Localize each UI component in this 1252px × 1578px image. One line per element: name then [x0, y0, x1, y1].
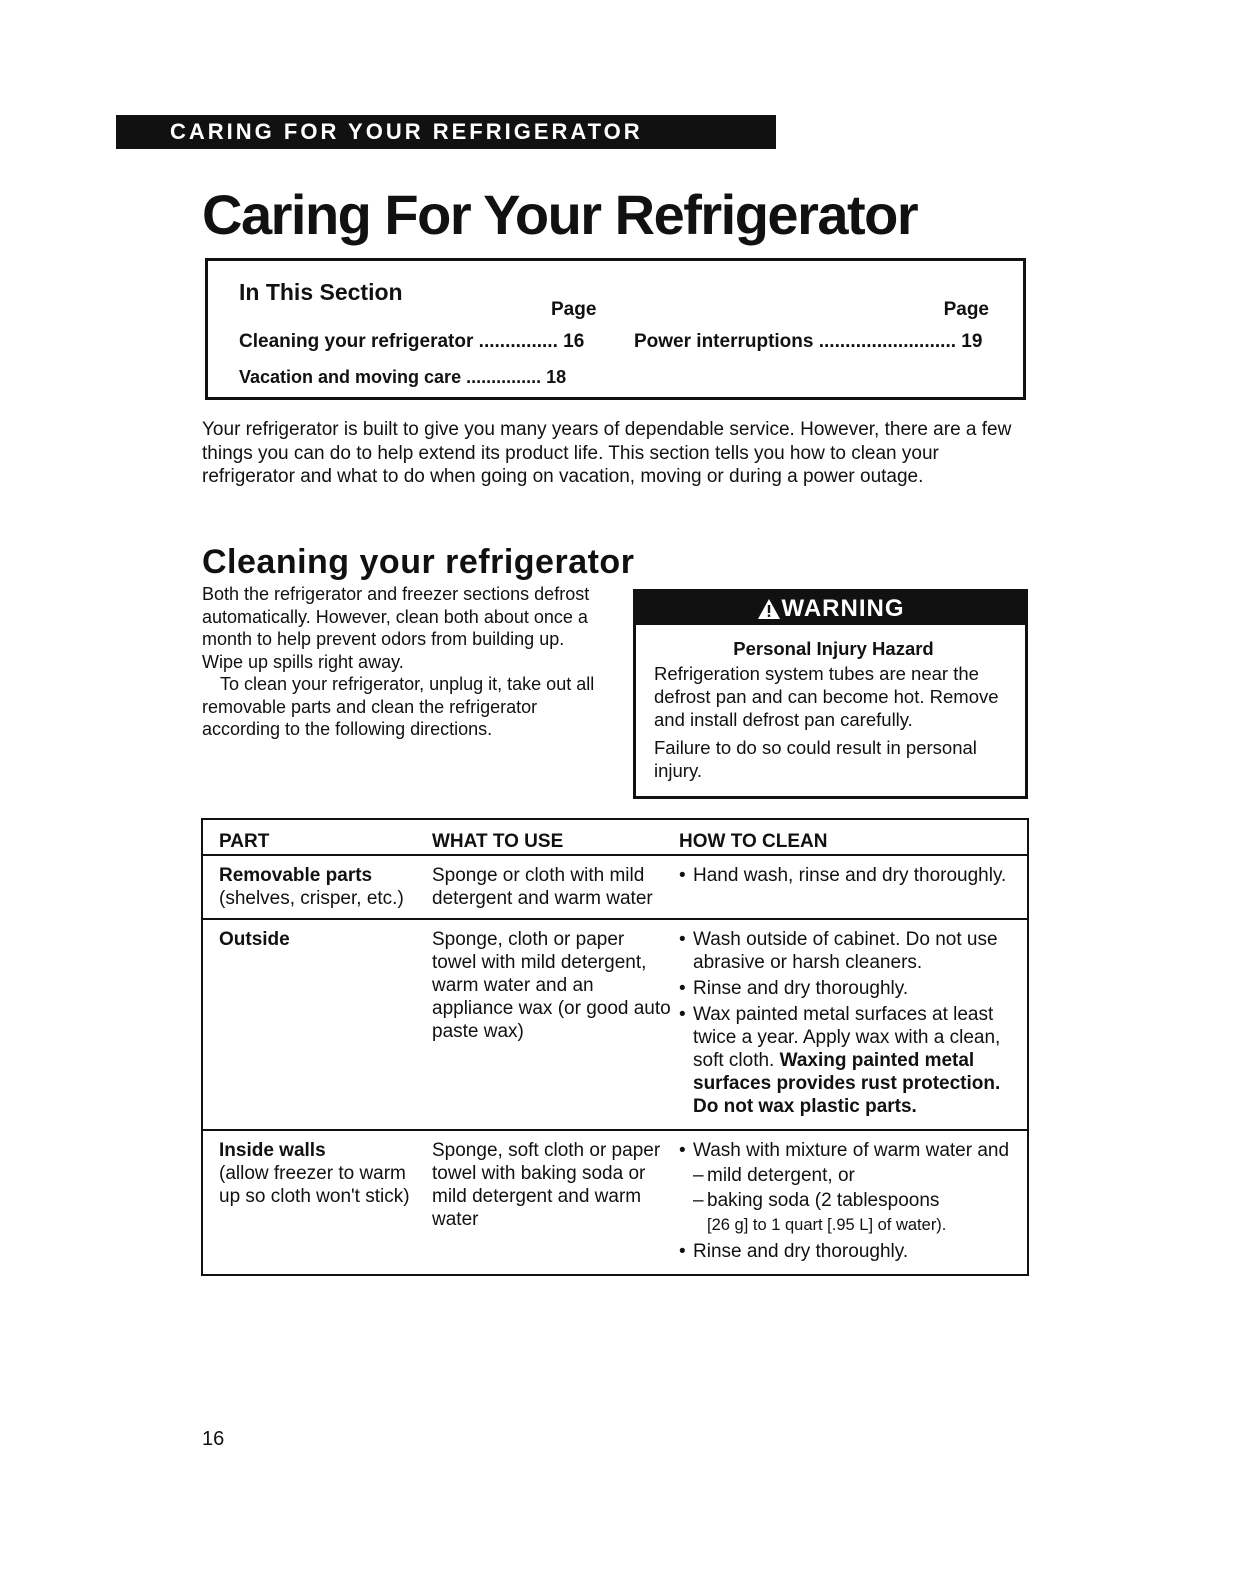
header-part: PART: [202, 819, 416, 855]
cell-part: Removable parts (shelves, crisper, etc.): [202, 855, 416, 919]
intro-paragraph: Your refrigerator is built to give you many years of dependable service. However, there are a few things you can do to help extend its product life. This section tells you how to clean your refrigerator and what to do when going on vacation, moving or during a power outage.: [202, 419, 1012, 487]
warning-triangle-icon: [757, 598, 781, 620]
cleaning-intro: [202, 583, 602, 741]
warning-box: [633, 589, 1028, 799]
step-item: • Rinse and dry thoroughly.: [679, 1240, 1021, 1263]
cell-what-to-use: Sponge or cloth with mild detergent and warm water: [416, 855, 679, 919]
step-item: • Rinse and dry thoroughly.: [679, 977, 1021, 1000]
sub-step-note: [26 g] to 1 quart [.95 L] of water).: [707, 1216, 947, 1234]
warning-title: WARNING: [781, 595, 905, 622]
sub-step-item: – baking soda (2 tablespoons: [693, 1189, 1021, 1212]
table-header-row: [202, 819, 1028, 855]
toc-entry-cleaning[interactable]: Cleaning your refrigerator ............... 16: [239, 331, 585, 352]
table-row: [202, 855, 1028, 919]
toc-entry-vacation[interactable]: Vacation and moving care ............... 18: [239, 367, 567, 387]
cell-how-to-clean: [679, 919, 1028, 1130]
step-item: • Wash with mixture of warm water and – mild detergent, or – baking soda (2 tablespoons [26 g] to 1 quart [.95 L] of water).: [679, 1139, 1021, 1237]
page-title: Caring For Your Refrigerator: [202, 183, 918, 246]
toc-heading: In This Section: [239, 279, 403, 305]
header-how-to-clean: HOW TO CLEAN: [679, 819, 1028, 855]
cleaning-table: [201, 818, 1029, 1276]
cell-part: Outside: [202, 919, 416, 1130]
warning-header: [636, 592, 1025, 625]
toc-page-label-right: Page: [943, 299, 989, 320]
toc-entry-power[interactable]: Power interruptions .......................... 19: [634, 331, 983, 352]
in-this-section-box: [205, 258, 1026, 400]
cell-how-to-clean: [679, 855, 1028, 919]
cleaning-para-2: To clean your refrigerator, unplug it, take out all removable parts and clean the refrigerator according to the following directions.: [202, 674, 595, 739]
cell-what-to-use: Sponge, soft cloth or paper towel with baking soda or mild detergent and warm water: [432, 1140, 661, 1230]
page-number: 16: [202, 1428, 225, 1450]
wax-warning: Do not wax plastic parts.: [693, 1096, 917, 1117]
step-item: • Wash outside of cabinet. Do not use abrasive or harsh cleaners.: [679, 928, 1021, 974]
table-row: [202, 919, 1028, 1130]
cell-part: Inside walls (allow freezer to warm up so cloth won't stick): [219, 1140, 410, 1207]
cleaning-para-1: Both the refrigerator and freezer sections defrost automatically. However, clean both about once a month to help prevent odors from building up. Wipe up spills right away.: [202, 584, 590, 672]
header-what-to-use: WHAT TO USE: [416, 819, 679, 855]
cell-how-to-clean: [679, 1130, 1028, 1275]
section-title: Cleaning your refrigerator: [202, 543, 635, 581]
warning-subtitle: Personal Injury Hazard: [733, 638, 934, 659]
toc-page-label-left: Page: [551, 299, 597, 320]
cell-what-to-use: Sponge, cloth or paper towel with mild detergent, warm water and an appliance wax (or good auto paste wax): [416, 919, 679, 1130]
section-banner: CARING FOR YOUR REFRIGERATOR: [116, 115, 776, 149]
warning-body-1: Refrigeration system tubes are near the defrost pan and can become hot. Remove and install defrost pan carefully.: [654, 663, 999, 730]
step-item: • Hand wash, rinse and dry thoroughly.: [679, 864, 1021, 887]
step-item: • Wax painted metal surfaces at least twice a year. Apply wax with a clean, soft cloth. Waxing painted metal surfaces provides rust protection. Do not wax plastic parts.: [679, 1003, 1021, 1118]
sub-step-item: – mild detergent, or: [693, 1164, 1021, 1187]
warning-body-2: Failure to do so could result in personal injury.: [654, 737, 977, 781]
wax-emphasis: Waxing painted metal surfaces provides rust protection.: [693, 1050, 1001, 1094]
table-row: [202, 1130, 1028, 1275]
